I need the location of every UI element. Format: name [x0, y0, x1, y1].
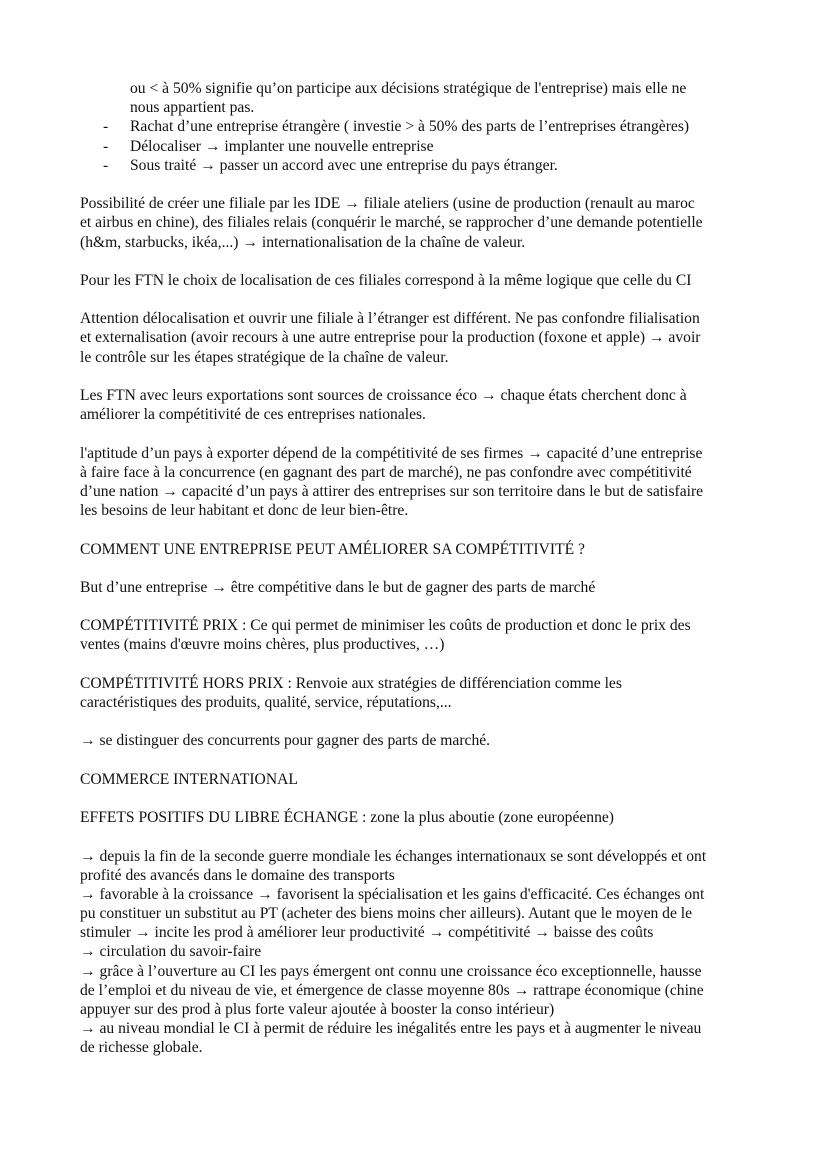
text-line: améliorer la compétitivité de ces entreprises nationales. [80, 406, 426, 424]
text-line: ventes (mains d'œuvre moins chères, plus productives, …) [80, 636, 445, 654]
text-line: COMMERCE INTERNATIONAL [80, 770, 298, 788]
text-line: et externalisation (avoir recours à une autre entreprise pour la production (foxone et apple) → avoir [80, 329, 701, 347]
text-line: Attention délocalisation et ouvrir une filiale à l’étranger est différent. Ne pas confondre filialisation [80, 310, 700, 328]
text-line: Possibilité de créer une filiale par les IDE → filiale ateliers (usine de production (renault au maroc [80, 195, 695, 213]
text-line: caractéristiques des produits, qualité, service, réputations,... [80, 694, 452, 711]
paragraph [80, 616, 780, 654]
document-page [80, 79, 780, 1077]
text-line: les besoins de leur habitant et donc de leur bien-être. [80, 502, 409, 520]
text-line: d’une nation → capacité d’un pays à attirer des entreprises sur son territoire dans le but de satisfaire [80, 482, 704, 500]
text-line: pu constituer un substitut au PT (acheter des biens moins cher ailleurs). Autant que le moyen de le [80, 905, 693, 923]
text-line: → favorable à la croissance → favorisent la spécialisation et les gains d'efficacité. Ces échanges ont [80, 885, 705, 903]
text-line: COMMENT UNE ENTREPRISE PEUT AMÉLIORER SA COMPÉTITIVITÉ ? [80, 540, 585, 558]
text-line: → depuis la fin de la seconde guerre mondiale les échanges internationaux se sont développés et ont [80, 847, 707, 865]
text-line: But d’une entreprise → être compétitive dans le but de gagner des parts de marché [80, 578, 596, 596]
text-line: de l’emploi et du niveau de vie, et émergence de classe moyenne 80s → rattrape économique (chine [80, 981, 704, 999]
paragraph [80, 194, 780, 252]
text-line: → se distinguer des concurrents pour gagner des parts de marché. [80, 732, 491, 750]
text-line: profité des avancés dans le domaine des transports [80, 866, 395, 884]
text-line: ou < à 50% signifie qu’on participe aux décisions stratégique de l'entreprise) mais elle ne [130, 80, 687, 97]
bullet-item [80, 156, 780, 175]
paragraph [80, 386, 780, 424]
bullet-marker: - [103, 137, 109, 155]
paragraph [80, 847, 780, 1058]
text-line: Pour les FTN le choix de localisation de ces filiales correspond à la même logique que celle du CI [80, 271, 692, 289]
paragraph [80, 770, 780, 789]
bullet-text: Sous traité → passer un accord avec une entreprise du pays étranger. [130, 156, 558, 174]
bullet-marker: - [103, 156, 109, 174]
text-line: Les FTN avec leurs exportations sont sources de croissance éco → chaque états cherchent donc à [80, 387, 687, 404]
paragraph [80, 444, 780, 521]
intro-block [80, 79, 780, 175]
paragraph [80, 578, 780, 597]
text-line: (h&m, starbucks, ikéa,...) → internationalisation de la chaîne de valeur. [80, 233, 526, 251]
text-line: à faire face à la concurrence (en gagnant des part de marché), ne pas confondre avec compétitivité [80, 463, 692, 481]
text-line: l'aptitude d’un pays à exporter dépend de la compétitivité de ses firmes → capacité d’une entreprise [80, 444, 703, 462]
paragraph [80, 808, 780, 827]
text-line: et airbus en chine), des filiales relais (conquérir le marché, se rapprocher d’une demande potentielle [80, 214, 703, 232]
paragraph [80, 540, 780, 559]
paragraph [80, 674, 780, 712]
text-line: COMPÉTITIVITÉ HORS PRIX : Renvoie aux stratégies de différenciation comme les [80, 674, 622, 692]
text-line: → circulation du savoir-faire [80, 943, 262, 961]
text-line: de richesse globale. [80, 1039, 203, 1057]
text-line: EFFETS POSITIFS DU LIBRE ÉCHANGE : zone la plus aboutie (zone européenne) [80, 809, 615, 827]
text-line: nous appartient pas. [130, 99, 255, 117]
text-line: → au niveau mondial le CI à permit de réduire les inégalités entre les pays et à augmenter le niveau [80, 1020, 702, 1038]
bullet-text: Rachat d’une entreprise étrangère ( investie > à 50% des parts de l’entreprises étrangères) [130, 118, 690, 136]
text-line: → grâce à l’ouverture au CI les pays émergent ont connu une croissance éco exceptionnelle, hausse [80, 962, 702, 980]
text-line: COMPÉTITIVITÉ PRIX : Ce qui permet de minimiser les coûts de production et donc le prix des [80, 617, 691, 635]
bullet-text: Délocaliser → implanter une nouvelle entreprise [130, 137, 434, 155]
text-line: le contrôle sur les étapes stratégique de la chaîne de valeur. [80, 348, 449, 366]
paragraph [80, 309, 780, 367]
text-line: appuyer sur des prod à plus forte valeur ajoutée à booster la conso intérieur) [80, 1001, 555, 1018]
bullet-marker: - [103, 118, 109, 136]
bullet-item [80, 117, 780, 136]
paragraph [80, 271, 780, 290]
text-line: stimuler → incite les prod à améliorer leur productivité → compétitivité → baisse des coûts [80, 924, 654, 942]
paragraph [80, 731, 780, 750]
bullet-item [80, 137, 780, 156]
